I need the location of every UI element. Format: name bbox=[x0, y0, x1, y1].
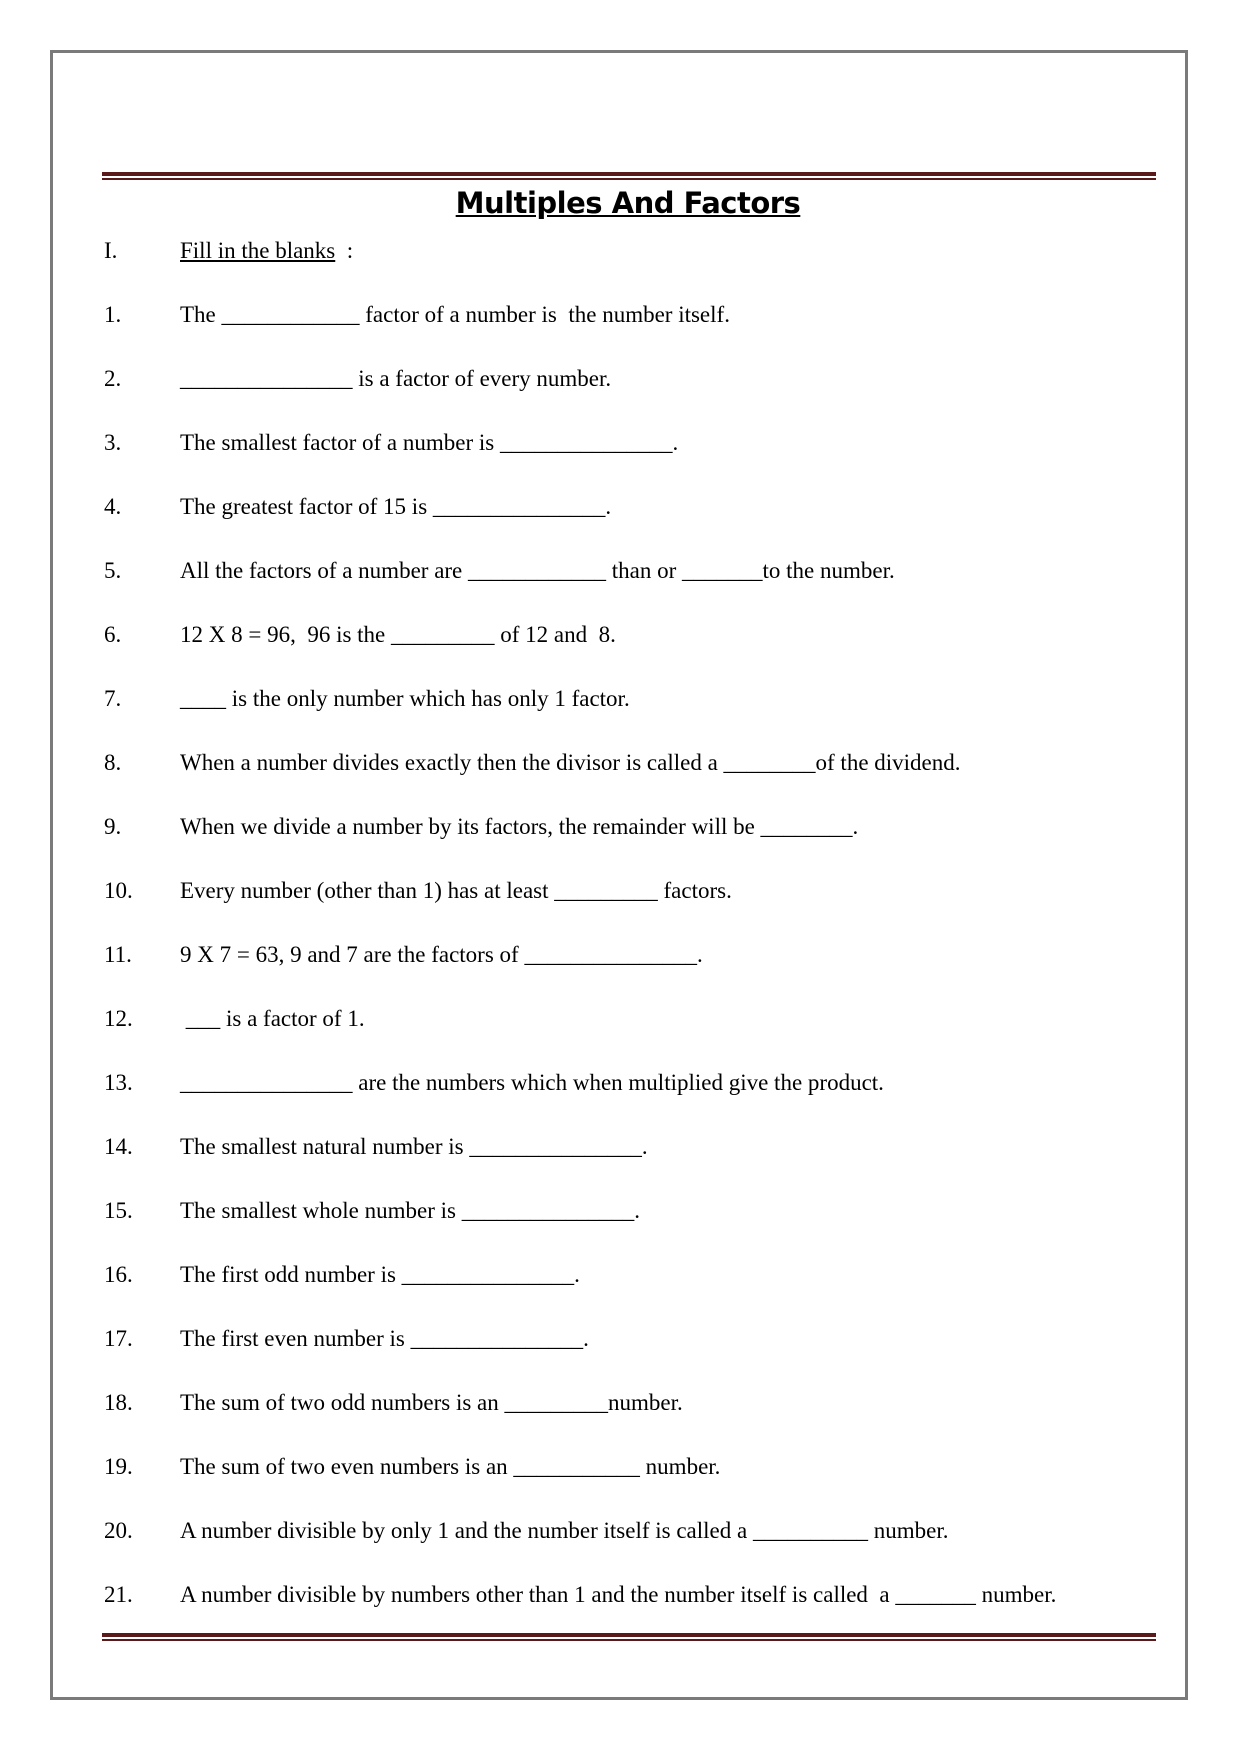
question-item bbox=[104, 558, 1164, 622]
question-item bbox=[104, 814, 1164, 878]
question-number: 13. bbox=[104, 1070, 133, 1095]
question-item bbox=[104, 1454, 1164, 1518]
question-number: 1. bbox=[104, 302, 122, 327]
question-number: 16. bbox=[104, 1262, 133, 1287]
question-item bbox=[104, 750, 1164, 814]
question-text: 9 X 7 = 63, 9 and 7 are the factors of _______________. bbox=[180, 942, 703, 967]
question-text: When a number divides exactly then the divisor is called a ________of the dividend. bbox=[180, 750, 961, 775]
question-number: 2. bbox=[104, 366, 122, 391]
section-numeral: I. bbox=[104, 238, 118, 263]
question-text: _______________ is a factor of every number. bbox=[180, 366, 612, 391]
question-text: The sum of two odd numbers is an _________number. bbox=[180, 1390, 683, 1415]
question-text: The greatest factor of 15 is _______________. bbox=[180, 494, 612, 519]
section-heading-suffix: : bbox=[335, 238, 354, 263]
question-text: Every number (other than 1) has at least _________ factors. bbox=[180, 878, 732, 903]
question-text: The first odd number is _______________. bbox=[180, 1262, 580, 1287]
question-text: The smallest factor of a number is _______________. bbox=[180, 430, 679, 455]
question-text: The sum of two even numbers is an ___________ number. bbox=[180, 1454, 721, 1479]
bottom-divider bbox=[102, 1633, 1156, 1641]
question-item bbox=[104, 686, 1164, 750]
question-text: ____ is the only number which has only 1 factor. bbox=[180, 686, 630, 711]
question-list bbox=[104, 302, 1164, 1646]
question-item bbox=[104, 1006, 1164, 1070]
question-number: 4. bbox=[104, 494, 122, 519]
question-item bbox=[104, 1326, 1164, 1390]
question-number: 9. bbox=[104, 814, 122, 839]
question-number: 14. bbox=[104, 1134, 133, 1159]
question-text: The first even number is _______________. bbox=[180, 1326, 589, 1351]
question-text: The ____________ factor of a number is the number itself. bbox=[180, 302, 730, 327]
question-number: 12. bbox=[104, 1006, 133, 1031]
question-text: A number divisible by only 1 and the number itself is called a __________ number. bbox=[180, 1518, 949, 1543]
question-item bbox=[104, 430, 1164, 494]
question-text: ___ is a factor of 1. bbox=[180, 1006, 365, 1031]
question-text: _______________ are the numbers which when multiplied give the product. bbox=[180, 1070, 884, 1095]
question-text: The smallest natural number is _______________. bbox=[180, 1134, 648, 1159]
question-text: All the factors of a number are ____________ than or _______to the number. bbox=[180, 558, 895, 583]
question-number: 20. bbox=[104, 1518, 133, 1543]
question-text: A number divisible by numbers other than 1 and the number itself is called a _______ number. bbox=[180, 1582, 1057, 1607]
question-number: 5. bbox=[104, 558, 122, 583]
question-number: 3. bbox=[104, 430, 122, 455]
question-text: The smallest whole number is _______________. bbox=[180, 1198, 640, 1223]
question-item bbox=[104, 1518, 1164, 1582]
question-item bbox=[104, 622, 1164, 686]
question-item bbox=[104, 1134, 1164, 1198]
question-item bbox=[104, 1070, 1164, 1134]
page-title: Multiples And Factors bbox=[455, 186, 801, 220]
question-item bbox=[104, 1262, 1164, 1326]
question-text: 12 X 8 = 96, 96 is the _________ of 12 and 8. bbox=[180, 622, 616, 647]
top-divider bbox=[102, 172, 1156, 180]
question-item bbox=[104, 366, 1164, 430]
question-number: 10. bbox=[104, 878, 133, 903]
question-number: 7. bbox=[104, 686, 122, 711]
question-item bbox=[104, 1390, 1164, 1454]
question-number: 17. bbox=[104, 1326, 133, 1351]
question-item bbox=[104, 302, 1164, 366]
question-number: 11. bbox=[104, 942, 132, 967]
question-number: 8. bbox=[104, 750, 122, 775]
question-text: When we divide a number by its factors, the remainder will be ________. bbox=[180, 814, 859, 839]
question-number: 6. bbox=[104, 622, 122, 647]
section-heading-text: Fill in the blanks bbox=[180, 238, 336, 263]
question-number: 15. bbox=[104, 1198, 133, 1223]
question-number: 21. bbox=[104, 1582, 133, 1607]
question-number: 19. bbox=[104, 1454, 133, 1479]
question-number: 18. bbox=[104, 1390, 133, 1415]
question-item bbox=[104, 878, 1164, 942]
question-item bbox=[104, 942, 1164, 1006]
section-heading bbox=[180, 238, 353, 264]
question-item bbox=[104, 494, 1164, 558]
question-item bbox=[104, 1198, 1164, 1262]
